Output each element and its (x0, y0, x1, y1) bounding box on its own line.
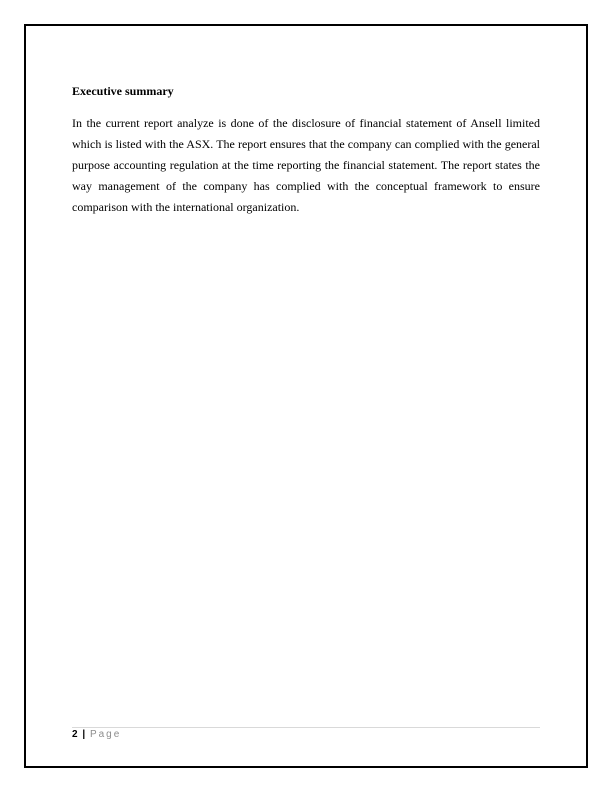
footer-separator: | (82, 729, 86, 740)
page-number: 2 (72, 729, 78, 740)
page-label: Page (89, 729, 122, 740)
executive-summary-paragraph: In the current report analyze is done of the disclosure of financial statement of Ansell limited which is listed with the ASX. The report ensures that the company can complied with the general purpose accounting regulation at the time reporting the financial statement. The report states the way management of the company has complied with the conceptual framework to ensure comparison with the international organization. (72, 116, 540, 214)
footer-divider (72, 727, 540, 728)
page-footer (72, 729, 121, 740)
section-heading: Executive summary (72, 84, 174, 98)
